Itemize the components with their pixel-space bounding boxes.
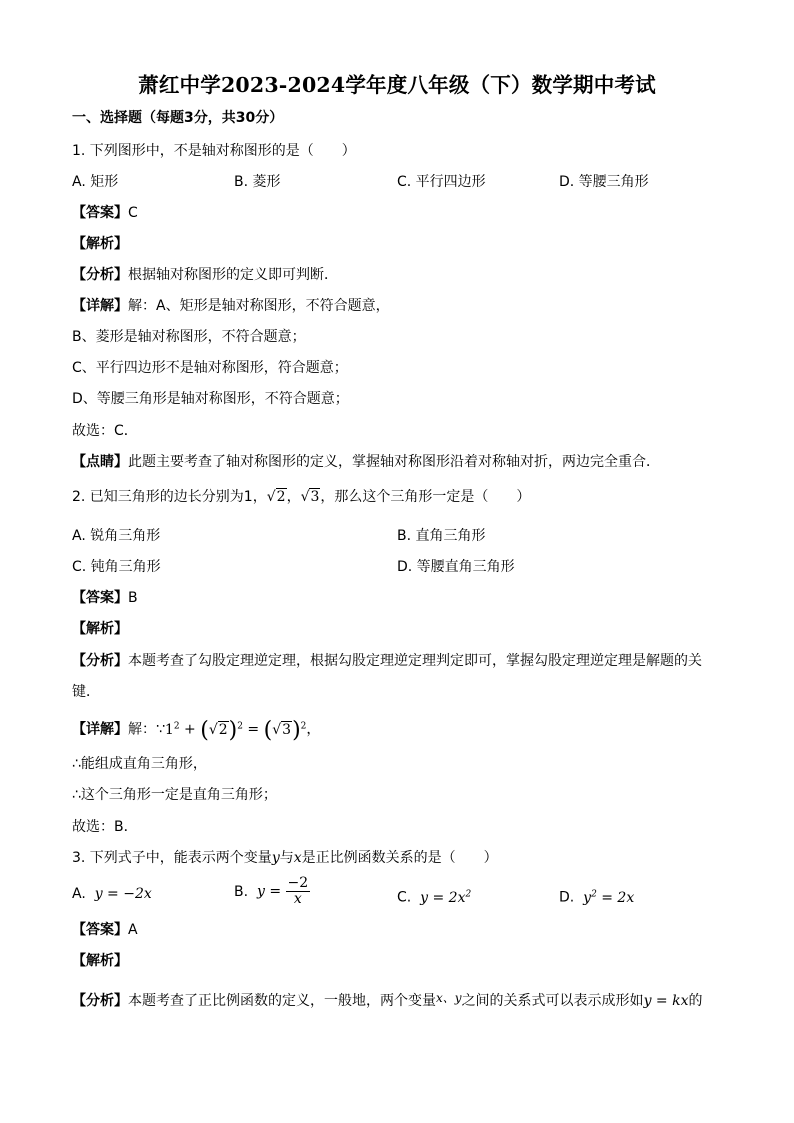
q2-options-row1 <box>72 526 722 546</box>
analysis-tag: 【解析】 <box>72 621 128 637</box>
answer-tag: 【答案】 <box>72 590 128 606</box>
q1-detail-text: 解：A、矩形是轴对称图形，不符合题意， <box>128 298 390 314</box>
q2-fenxi <box>72 651 702 671</box>
q1-choose: 故选：C． <box>72 423 138 439</box>
q2-line-1: ∴能组成直角三角形， <box>72 756 207 772</box>
q3-stem-suffix: 是正比例函数关系的是（ ） <box>301 850 498 866</box>
q1-line-d: D、等腰三角形是轴对称图形，不符合题意； <box>72 391 349 407</box>
q2-stem <box>72 487 530 507</box>
q1-options <box>72 172 722 192</box>
remark-tag: 【点睛】 <box>72 454 128 470</box>
sqrt-2: √2 <box>266 489 286 505</box>
q3-option-c: C. $y = 2x^2$ <box>397 889 472 906</box>
q2-stem-mid: ， <box>286 489 301 505</box>
eq-term-sqrt3: $(√3)^2$ <box>263 717 307 743</box>
q2-option-a: A. 锐角三角形 <box>72 528 161 544</box>
sqrt-3: √3 <box>300 489 320 505</box>
fenxi-tag: 【分析】 <box>72 993 128 1009</box>
q1-option-a: A. 矩形 <box>72 174 119 190</box>
q3-fenxi-vars: x、y <box>436 991 462 1005</box>
q2-stem-prefix: 2. 已知三角形的边长分别为1， <box>72 489 267 505</box>
q2-stem-suffix: ，那么这个三角形一定是（ ） <box>320 489 531 505</box>
q3-option-d: D. $y^2 = 2x$ <box>559 889 635 906</box>
fenxi-tag: 【分析】 <box>72 267 128 283</box>
q2-fenxi-cont: 键． <box>72 684 100 700</box>
q3-fenxi <box>72 988 702 1011</box>
page-title: 萧红中学2023-2024学年度八年级（下）数学期中考试 <box>138 73 656 97</box>
q2-options-row2 <box>72 557 722 577</box>
q3-stem <box>72 848 498 868</box>
q2-answer-value: B <box>128 590 138 606</box>
detail-tag: 【详解】 <box>72 298 128 314</box>
q3-fenxi-eq: y = kx <box>643 993 689 1009</box>
q1-analysis-tag <box>72 234 128 254</box>
q3-fenxi-prefix: 本题考查了正比例函数的定义，一般地，两个变量 <box>128 993 436 1009</box>
answer-tag: 【答案】 <box>72 922 128 938</box>
q1-option-b: B. 菱形 <box>234 174 281 190</box>
q1-option-c: C. 平行四边形 <box>397 174 486 190</box>
q3-analysis-tag <box>72 951 128 971</box>
q3-stem-prefix: 3. 下列式子中，能表示两个变量 <box>72 850 272 866</box>
q1-stem: 1. 下列图形中，不是轴对称图形的是（ ） <box>72 143 356 159</box>
q1-option-d: D. 等腰三角形 <box>559 174 649 190</box>
q2-choose: 故选：B． <box>72 819 138 835</box>
q1-fenxi-text: 根据轴对称图形的定义即可判断． <box>128 267 338 283</box>
q2-detail: 【详解】解：$\because 1^2 + (√2)^2 = (√3)^2$， <box>72 717 321 743</box>
q2-fenxi-text: 本题考查了勾股定理逆定理，根据勾股定理逆定理判定即可，掌握勾股定理逆定理是解题的关 <box>128 653 702 669</box>
q2-option-c: C. 钝角三角形 <box>72 559 161 575</box>
q1-remark-text: 此题主要考查了轴对称图形的定义，掌握轴对称图形沿着对称轴对折，两边完全重合． <box>128 454 660 470</box>
q2-option-d: D. 等腰直角三角形 <box>397 559 515 575</box>
q1-remark <box>72 452 660 472</box>
q2-detail-suffix: ， <box>306 721 321 738</box>
q3-fenxi-suffix: 的 <box>688 993 703 1009</box>
q3-stem-mid: 与 <box>279 850 294 866</box>
eq-term-sqrt2: $(√2)^2$ <box>200 717 243 743</box>
var-y: y <box>271 850 280 866</box>
answer-tag: 【答案】 <box>72 205 128 221</box>
q2-option-b: B. 直角三角形 <box>397 528 486 544</box>
analysis-tag: 【解析】 <box>72 236 128 252</box>
q2-detail-prefix: 解：∵ <box>128 721 165 738</box>
eq-term-one: $1^2$ <box>164 721 180 738</box>
fenxi-tag: 【分析】 <box>72 653 128 669</box>
q1-fenxi <box>72 265 338 285</box>
q2-analysis-tag <box>72 619 128 639</box>
q1-answer-value: C <box>128 205 138 221</box>
q3-fenxi-mid: 之间的关系式可以表示成形如 <box>461 993 644 1009</box>
section-heading: 一、选择题（每题3分，共30分） <box>72 110 284 126</box>
q1-answer <box>72 203 138 223</box>
q1-line-c: C、平行四边形不是轴对称图形，符合题意； <box>72 360 348 376</box>
q3-answer-value: A <box>128 922 138 938</box>
q3-option-b: B. y = $\frac{-2}{x}$ <box>234 875 309 907</box>
q3-option-a: A. y = −2x <box>72 886 152 902</box>
var-x: x <box>293 850 302 866</box>
analysis-tag: 【解析】 <box>72 953 128 969</box>
q2-line-2: ∴这个三角形一定是直角三角形； <box>72 787 277 803</box>
q2-answer <box>72 588 138 608</box>
q3-options <box>72 876 722 916</box>
detail-tag: 【详解】 <box>72 721 128 738</box>
q3-answer <box>72 920 138 940</box>
q1-detail <box>72 296 390 316</box>
q1-line-b: B、菱形是轴对称图形，不符合题意； <box>72 329 306 345</box>
